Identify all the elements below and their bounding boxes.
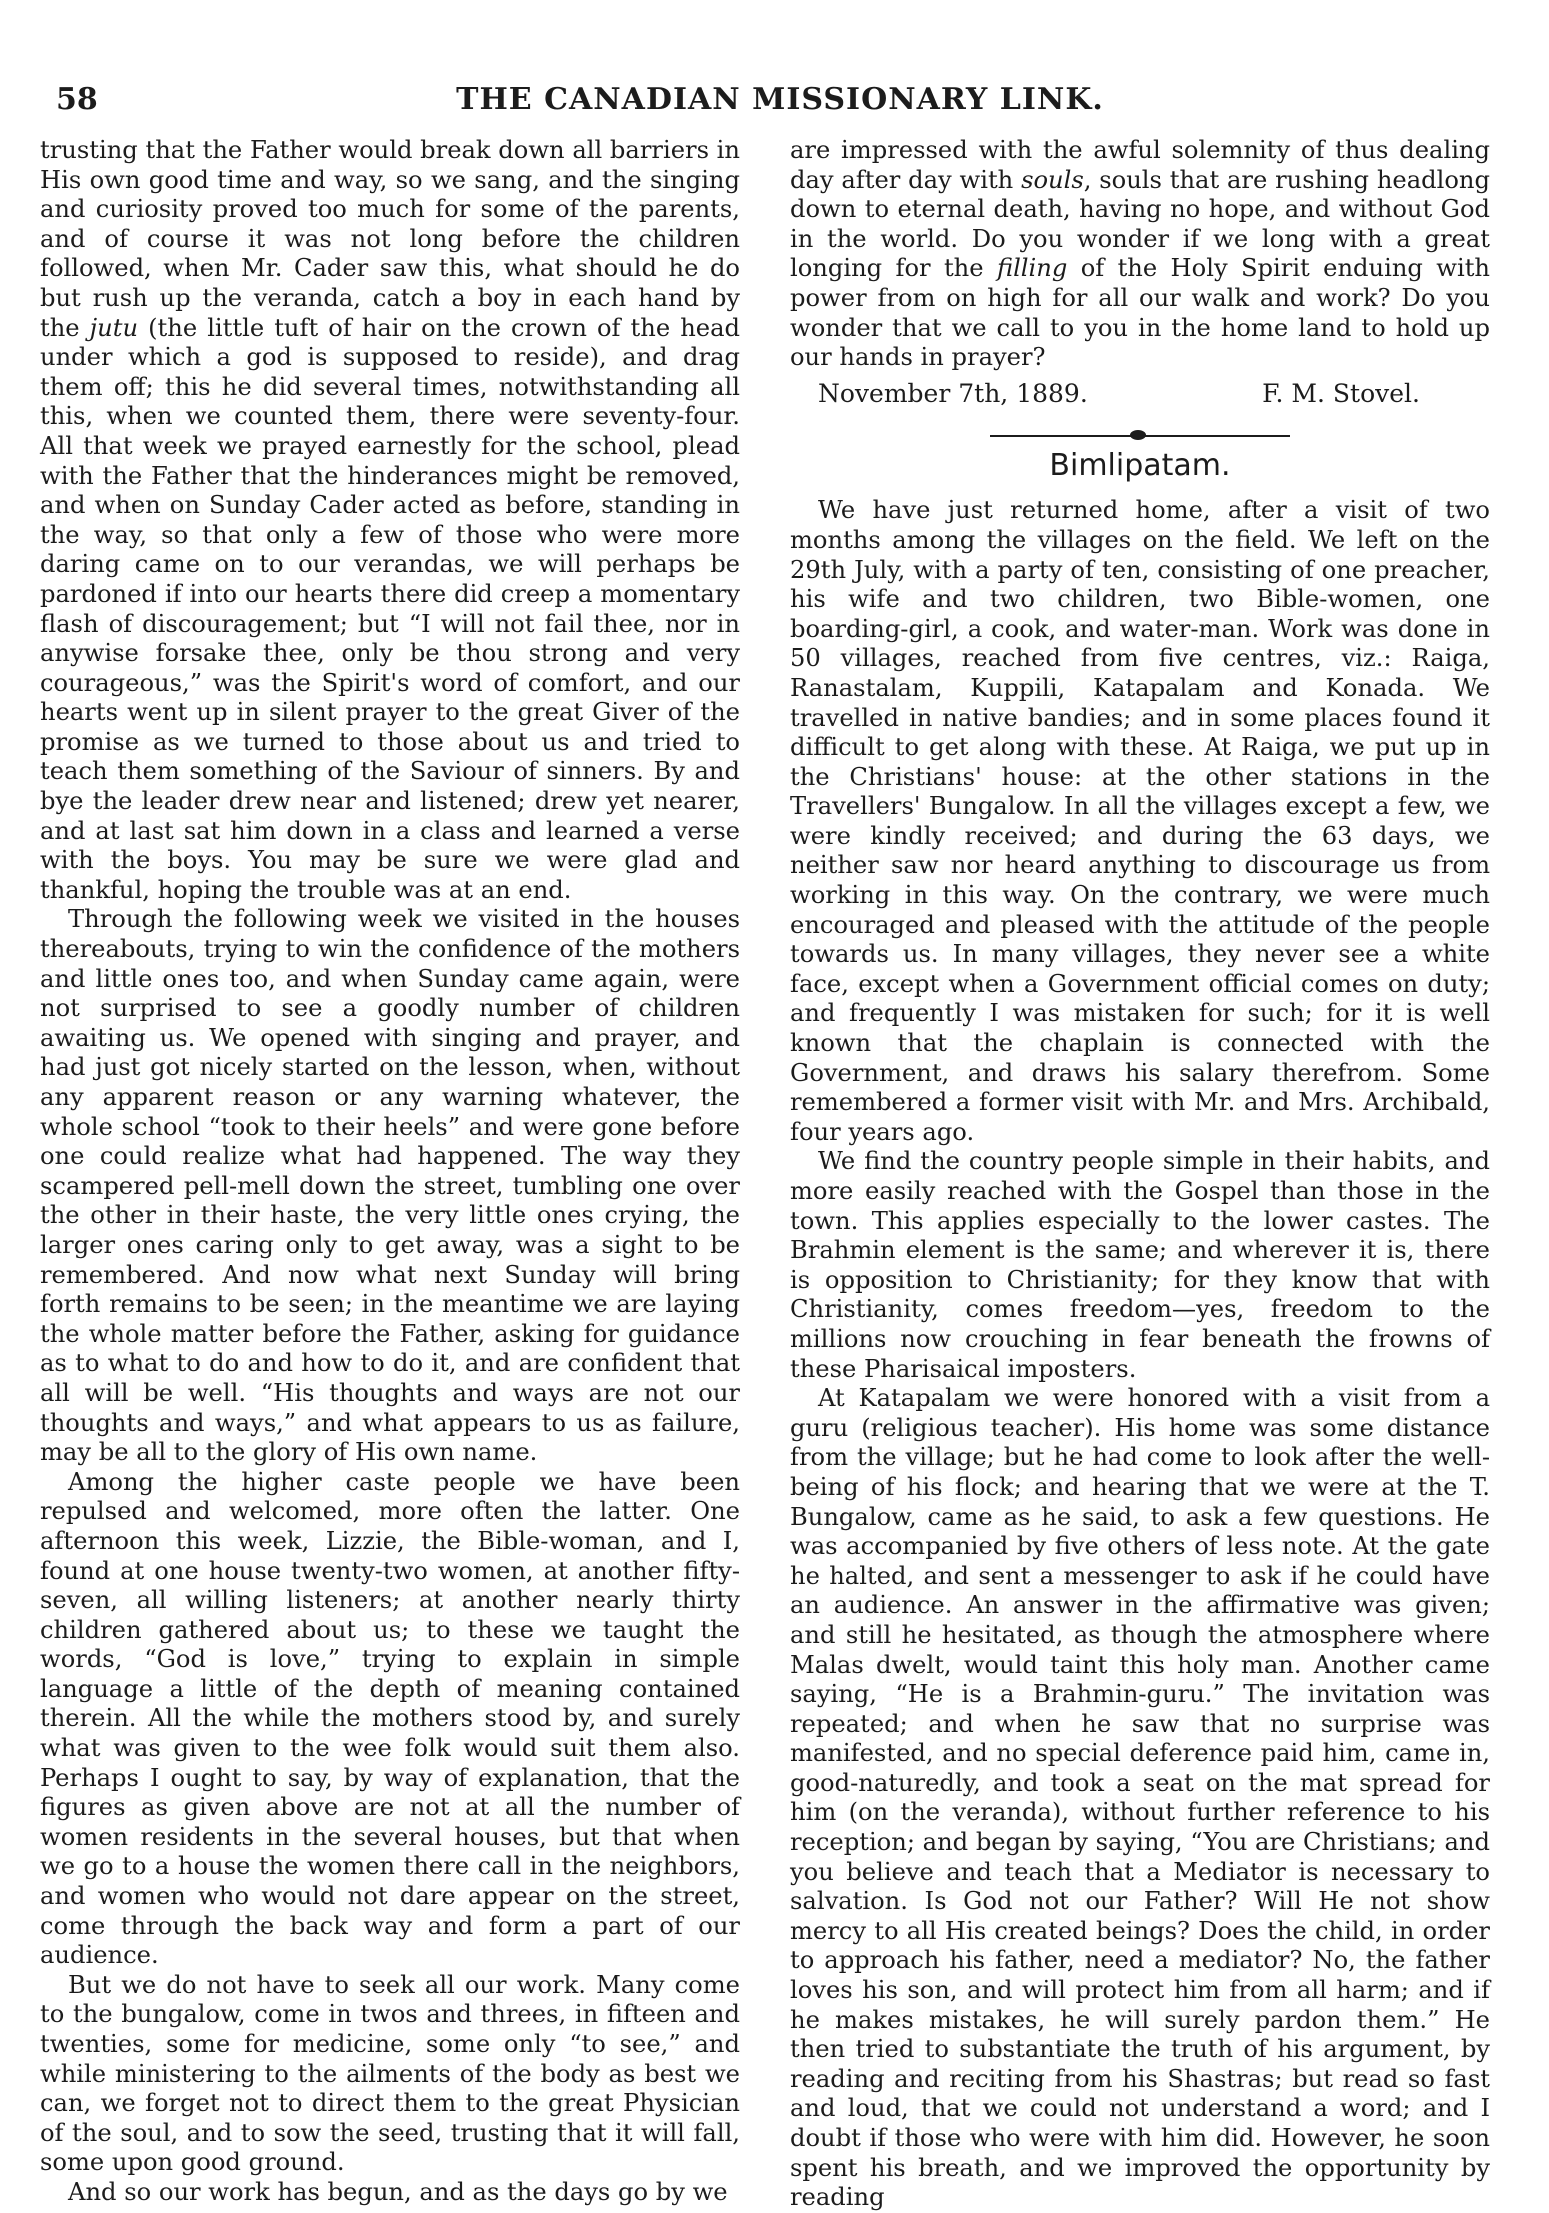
paragraph: trusting that the Father would break down all barriers in His own good time and way, so we sang, and the singing and curiosity proved too much for some of the parents, and of course it was not long before the children followed, when Mr. Cader saw this, what should he do but rush up the veranda, catch a boy in each hand by the jutu (the little tuft of hair on the crown of the head under which a god is supposed to reside), and drag them off; this he did several times, notwithstanding all this, when we counted them, there were seventy-four. All that week we prayed earnestly for the school, plead with the Father that the hinderances might be removed, and when on Sunday Cader acted as before, standing in the way, so that only a few of those who were more daring came on to our verandas, we will perhaps be pardoned if into our hearts there did creep a momentary flash of discouragement; but “I will not fail thee, nor in anywise forsake thee, only be thou strong and very courageous,” was the Spirit's word of comfort, and our hearts went up in silent prayer to the great Giver of the promise as we turned to those about us and tried to teach them something of the Saviour of sinners. By and bye the leader drew near and listened; drew yet nearer, and at last sat him down in a class and learned a verse with the boys. You may be sure we were glad and thankful, hoping the trouble was at an end.: [40, 136, 740, 904]
paragraph: Among the higher caste people we have been repulsed and welcomed, more often the latter. One afternoon this week, Lizzie, the Bible-woman, and I, found at one house twenty-two women, at another fifty-seven, all willing listeners; at another nearly thirty children gathered about us; to these we taught the words, “God is love,” trying to explain in simple language a little of the depth of meaning contained therein. All the while the mothers stood by, and surely what was given to the wee folk would suit them also. Perhaps I ought to say, by way of explanation, that the figures as given above are not at all the number of women residents in the several houses, but that when we go to a house the women there call in the neighbors, and women who would not dare appear on the street, come through the back way and form a part of our audience.: [40, 1467, 740, 1970]
signature-date: November 7th, 1889.: [818, 378, 1088, 408]
paragraph: Through the following week we visited in the houses thereabouts, trying to win the confidence of the mothers and little ones too, and when Sunday came again, were not surprised to see a goodly number of children awaiting us. We opened with singing and prayer, and had just got nicely started on the lesson, when, without any apparent reason or any warning whatever, the whole school “took to their heels” and were gone before one could realize what had happened. The way they scampered pell-mell down the street, tumbling one over the other in their haste, the very little ones crying, the larger ones caring only to get away, was a sight to be remembered. And now what next Sunday will bring forth remains to be seen; in the meantime we are laying the whole matter before the Father, asking for guidance as to what to do and how to do it, and are confident that all will be well. “His thoughts and ways are not our thoughts and ways,” and what appears to us as failure, may be all to the glory of His own name.: [40, 905, 740, 1467]
signature-line: [790, 379, 1490, 409]
paragraph: But we do not have to seek all our work. Many come to the bungalow, come in twos and threes, in fifteen and twenties, some for medicine, some only “to see,” and while ministering to the ailments of the body as best we can, we forget not to direct them to the great Physician of the soul, and to sow the seed, trusting that it will fall, some upon good ground.: [40, 1970, 740, 2177]
journal-title: THE CANADIAN MISSIONARY LINK.: [456, 82, 1104, 117]
divider-ornament-icon: [1130, 430, 1146, 440]
paragraph: And so our work has begun, and as the days go by we: [68, 2177, 728, 2206]
paragraph: At Katapalam we were honored with a visit from a guru (religious teacher). His home was some distance from the village; but he had come to look after the well-being of his flock; and hearing that we were at the T. Bungalow, came as he said, to ask a few questions. He was accompanied by five others of less note. At the gate he halted, and sent a messenger to ask if he could have an audience. An answer in the affirmative was given; and still he hesitated, as though the atmosphere where Malas dwelt, would taint this holy man. Another came saying, “He is a Brahmin-guru.” The invitation was repeated; and when he saw that no surprise was manifested, and no special deference paid him, came in, good-naturedly, and took a seat on the mat spread for him (on the veranda), without further reference to his reception; and began by saying, “You are Christians; and you believe and teach that a Mediator is necessary to salvation. Is God not our Father? Will He not show mercy to all His created beings? Does the child, in order to approach his father, need a mediator? No, the father loves his son, and will protect him from all harm; and if he makes mistakes, he will surely pardon them.” He then tried to substantiate the truth of his argument, by reading and reciting from his Shastras; but read so fast and loud, that we could not understand a word; and I doubt if those who were with him did. However, he soon spent his breath, and we improved the opportunity by reading: [790, 1384, 1490, 2212]
continuation-paragraph: are impressed with the awful solemnity of thus dealing day after day with souls, souls that are rushing headlong down to eternal death, having no hope, and without God in the world. Do you wonder if we long with a great longing for the filling of the Holy Spirit enduing with power from on high for all our walk and work? Do you wonder that we call to you in the home land to hold up our hands in prayer?: [790, 136, 1490, 372]
paragraph: We find the country people simple in their habits, and more easily reached with the Gospel than those in the town. This applies especially to the lower castes. The Brahmin element is the same; and wherever it is, there is opposition to Christianity; for they know that with Christianity, comes freedom—yes, freedom to the millions now crouching in fear beneath the frowns of these Pharisaical imposters.: [790, 1147, 1490, 1383]
section-divider: [990, 429, 1290, 443]
paragraph: We have just returned home, after a visit of two months among the villages on the field. We left on the 29th July, with a party of ten, consisting of one preacher, his wife and two children, two Bible-women, one boarding-girl, a cook, and water-man. Work was done in 50 villages, reached from five centres, viz.: Raiga, Ranastalam, Kuppili, Katapalam and Konada. We travelled in native bandies; and in some places found it difficult to get along with these. At Raiga, we put up in the Christians' house: at the other stations in the Travellers' Bungalow. In all the villages except a few, we were kindly received; and during the 63 days, we neither saw nor heard anything to discourage us from working in this way. On the contrary, we were much encouraged and pleased with the attitude of the people towards us. In many villages, they never see a white face, except when a Government official comes on duty; and frequently I was mistaken for such; for it is well known that the chaplain is connected with the Government, and draws his salary therefrom. Some remembered a former visit with Mr. and Mrs. Archibald, four years ago.: [790, 496, 1490, 1146]
left-column: [40, 136, 740, 2208]
section-title: Bimlipatam.: [1049, 447, 1231, 483]
signature-author: F. M. Stovel.: [1262, 378, 1420, 408]
page-number: 58: [56, 82, 98, 117]
page-header: [40, 82, 1520, 118]
right-column: [790, 136, 1490, 2213]
